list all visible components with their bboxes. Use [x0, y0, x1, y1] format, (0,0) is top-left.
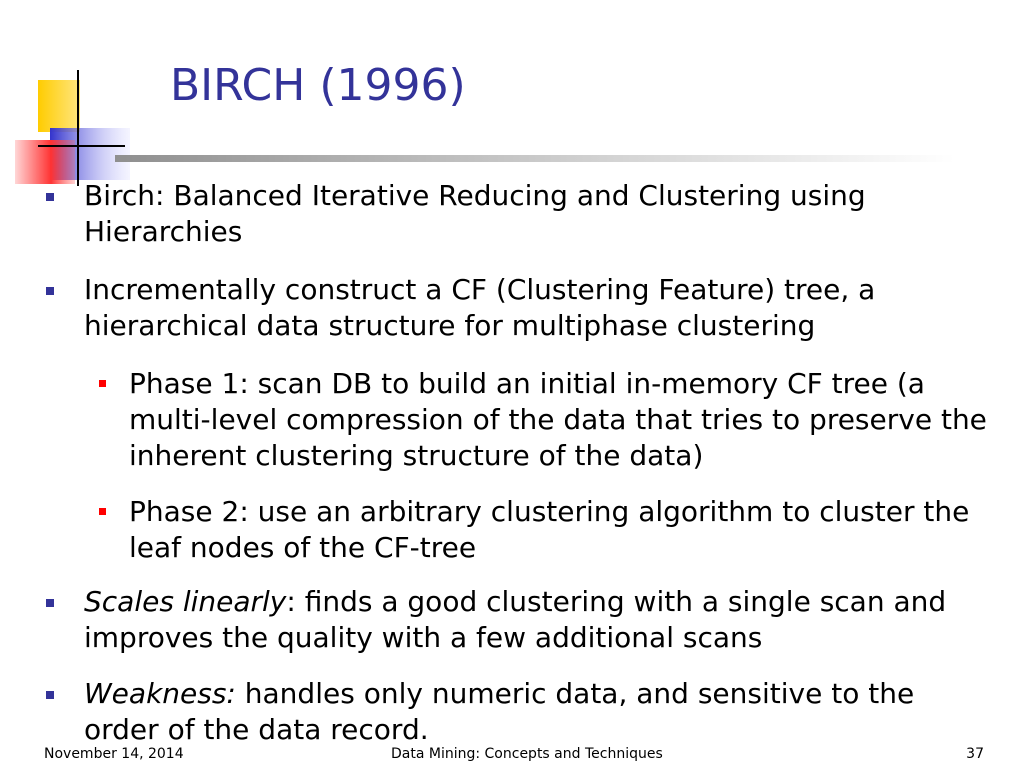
slide-footer: [0, 744, 1024, 764]
slide-logo-decoration: [0, 0, 140, 200]
bullet-item: Weakness: handles only numeric data, and sensitive to the order of the data record.: [84, 676, 984, 748]
sub-bullet-item: Phase 2: use an arbitrary clustering algorithm to cluster the leaf nodes of the CF-tree: [129, 494, 1009, 566]
footer-title: Data Mining: Concepts and Techniques: [391, 746, 663, 762]
bullet-item: Incrementally construct a CF (Clustering Feature) tree, a hierarchical data structure for multiphase clustering: [84, 272, 984, 344]
sub-bullet-item: Phase 1: scan DB to build an initial in-memory CF tree (a multi-level compression of the data that tries to preserve the inherent clustering structure of the data): [129, 366, 1009, 474]
bullet-item: Scales linearly: finds a good clustering with a single scan and improves the quality with a few additional scans: [84, 584, 984, 656]
square-bullet-icon: [99, 380, 106, 387]
square-bullet-icon: [46, 287, 54, 295]
square-bullet-icon: [46, 599, 54, 607]
title-underline: [115, 155, 955, 162]
square-bullet-icon: [46, 691, 54, 699]
footer-date: November 14, 2014: [44, 746, 184, 762]
square-bullet-icon: [99, 508, 106, 515]
slide-title: BIRCH (1996): [170, 60, 466, 111]
bullet-item: Birch: Balanced Iterative Reducing and Clustering using Hierarchies: [84, 178, 984, 250]
page-number: 37: [966, 746, 984, 762]
square-bullet-icon: [46, 193, 54, 201]
